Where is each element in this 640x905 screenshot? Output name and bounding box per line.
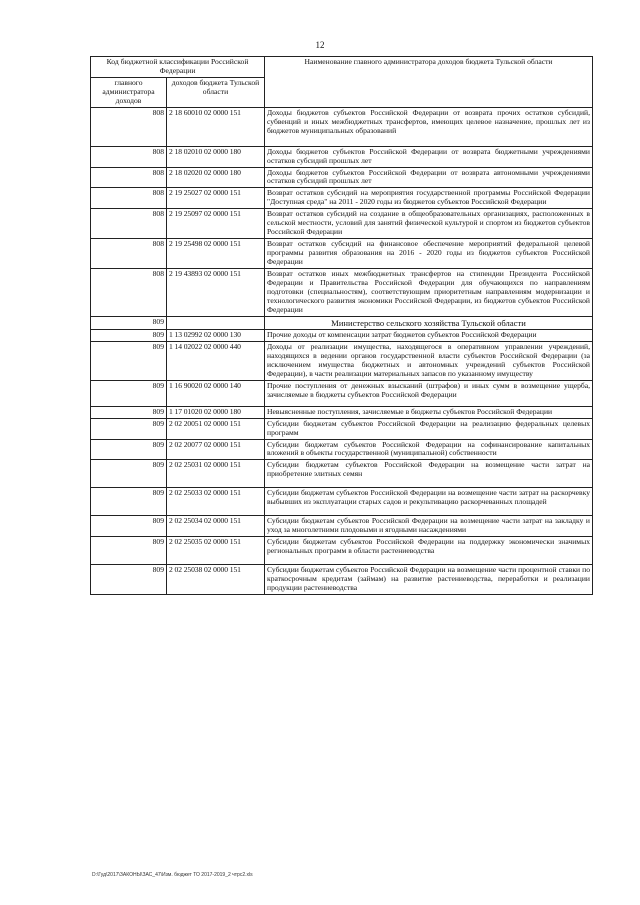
table-row	[91, 167, 593, 188]
admin-code-cell: 809	[91, 418, 167, 439]
income-code-cell	[167, 316, 265, 329]
table-row	[91, 239, 593, 269]
income-name-cell: Субсидии бюджетам субъектов Российской Федерации на софинансирование капитальных вложений в объекты государственной (муниципальной) собственности	[265, 439, 593, 460]
section-title-cell: Министерство сельского хозяйства Тульской области	[265, 316, 593, 329]
admin-code-cell: 809	[91, 537, 167, 565]
admin-code-cell: 809	[91, 460, 167, 488]
admin-code-cell: 808	[91, 188, 167, 209]
admin-code-cell: 809	[91, 329, 167, 341]
admin-code-cell: 808	[91, 146, 167, 167]
income-code-cell: 1 17 01020 02 0000 180	[167, 406, 265, 418]
admin-code-cell: 809	[91, 380, 167, 406]
income-name-cell: Возврат остатков субсидий на финансовое обеспечение мероприятий федеральной целевой программы развития образования на 2016 - 2020 годы из бюджетов субъектов Российской Федерации	[265, 239, 593, 269]
income-code-cell: 2 02 20051 02 0000 151	[167, 418, 265, 439]
table-row	[91, 269, 593, 317]
income-name-cell: Субсидии бюджетам субъектов Российской Федерации на возмещение части затрат на приобретение элитных семян	[265, 460, 593, 488]
income-name-cell: Возврат остатков субсидий на создание в общеобразовательных организациях, расположенных в сельской местности, условий для занятий физической культурой и спортом из бюджетов субъектов Российской Федерации	[265, 209, 593, 239]
table-body	[91, 107, 593, 594]
table-row	[91, 188, 593, 209]
income-name-cell: Прочие доходы от компенсации затрат бюджетов субъектов Российской Федерации	[265, 329, 593, 341]
table-row	[91, 341, 593, 380]
admin-code-cell: 809	[91, 565, 167, 595]
income-name-cell: Субсидии бюджетам субъектов Российской Федерации на возмещение части процентной ставки по краткосрочным кредитам (займам) на развитие растениеводства, переработки и реализации продукции растениеводства	[265, 565, 593, 595]
income-code-cell: 2 02 25031 02 0000 151	[167, 460, 265, 488]
table-row	[91, 537, 593, 565]
table-row	[91, 406, 593, 418]
table-row	[91, 146, 593, 167]
income-code-cell: 2 02 20077 02 0000 151	[167, 439, 265, 460]
section-row	[91, 316, 593, 329]
income-name-cell: Субсидии бюджетам субъектов Российской Федерации на возмещение части затрат на закладку и уход за многолетними плодовыми и ягодными насаждениями	[265, 516, 593, 537]
admin-code-cell: 808	[91, 269, 167, 317]
income-column-header: доходов бюджета Тульской области	[167, 77, 265, 107]
income-code-cell: 2 18 60010 02 0000 151	[167, 107, 265, 146]
admin-code-cell: 809	[91, 488, 167, 516]
income-code-cell: 2 19 25027 02 0000 151	[167, 188, 265, 209]
admin-column-header: главного администратора доходов	[91, 77, 167, 107]
table-row	[91, 488, 593, 516]
table-row	[91, 418, 593, 439]
income-name-cell: Доходы бюджетов субъектов Российской Федерации от возврата автономными учреждениями остатков субсидий прошлых лет	[265, 167, 593, 188]
table-row	[91, 565, 593, 595]
income-code-cell: 2 02 25038 02 0000 151	[167, 565, 265, 595]
income-code-cell: 2 18 02020 02 0000 180	[167, 167, 265, 188]
table-row	[91, 380, 593, 406]
admin-code-cell: 809	[91, 406, 167, 418]
income-name-cell: Возврат остатков субсидий на мероприятия государственной программы Российской Федерации "Доступная среда" на 2011 - 2020 годы из бюджетов субъектов Российской Федерации	[265, 188, 593, 209]
income-code-cell: 2 19 43893 02 0000 151	[167, 269, 265, 317]
page-number: 12	[315, 40, 325, 50]
budget-classification-table	[90, 56, 593, 595]
admin-code-cell: 808	[91, 107, 167, 146]
table-row	[91, 460, 593, 488]
kbk-header: Код бюджетной классификации Российской Федерации	[91, 57, 265, 78]
income-name-cell: Возврат остатков иных межбюджетных трансфертов на стипендии Президента Российской Федерации и Правительства Российской Федерации для обучающихся по направлениям подготовки (специальностям), соответствующим приоритетным направлениям модернизации и технологического развития экономики Российской Федерации, из бюджетов субъектов Российской Федерации	[265, 269, 593, 317]
table-row	[91, 209, 593, 239]
income-name-cell: Невыясненные поступления, зачисляемые в бюджеты субъектов Российской Федерации	[265, 406, 593, 418]
income-name-cell: Субсидии бюджетам субъектов Российской Федерации на реализацию федеральных целевых программ	[265, 418, 593, 439]
income-name-cell: Доходы бюджетов субъектов Российской Федерации от возврата бюджетными учреждениями остатков субсидий прошлых лет	[265, 146, 593, 167]
header-row-1	[91, 57, 593, 78]
income-name-cell: Доходы от реализации имущества, находящегося в оперативном управлении учреждений, находящихся в ведении органов государственной власти субъектов Российской Федерации (за исключением имущества бюджетных и автономных учреждений субъектов Российской Федерации), в части реализации материальных запасов по указанному имуществу	[265, 341, 593, 380]
income-code-cell: 1 13 02992 02 0000 130	[167, 329, 265, 341]
admin-code-cell: 809	[91, 316, 167, 329]
income-code-cell: 2 18 02010 02 0000 180	[167, 146, 265, 167]
income-code-cell: 2 19 25097 02 0000 151	[167, 209, 265, 239]
income-code-cell: 1 14 02022 02 0000 440	[167, 341, 265, 380]
file-path-footer: D:\Гуд\2017\ЗАКОНЫ\ЗАС_47\Изм. бюджет ТО 2017-2019_2 чтрс2.xls	[92, 872, 253, 878]
income-name-cell: Субсидии бюджетам субъектов Российской Федерации на поддержку экономически значимых региональных программ в области растениеводства	[265, 537, 593, 565]
admin-code-cell: 808	[91, 209, 167, 239]
income-name-cell: Прочие поступления от денежных взысканий (штрафов) и иных сумм в возмещение ущерба, зачисляемые в бюджеты субъектов Российской Федерации	[265, 380, 593, 406]
admin-code-cell: 809	[91, 341, 167, 380]
income-code-cell: 2 19 25498 02 0000 151	[167, 239, 265, 269]
admin-code-cell: 808	[91, 239, 167, 269]
income-name-cell: Субсидии бюджетам субъектов Российской Федерации на возмещение части затрат на раскорчевку выбывших из эксплуатации старых садов и рекультивацию раскорчеванных площадей	[265, 488, 593, 516]
admin-code-cell: 809	[91, 516, 167, 537]
table-row	[91, 329, 593, 341]
income-code-cell: 1 16 90020 02 0000 140	[167, 380, 265, 406]
admin-code-cell: 809	[91, 439, 167, 460]
income-code-cell: 2 02 25035 02 0000 151	[167, 537, 265, 565]
table-row	[91, 107, 593, 146]
admin-code-cell: 808	[91, 167, 167, 188]
income-name-cell: Доходы бюджетов субъектов Российской Федерации от возврата прочих остатков субсидий, субвенций и иных межбюджетных трансфертов, имеющих целевое назначение, прошлых лет из бюджетов муниципальных образований	[265, 107, 593, 146]
table-row	[91, 439, 593, 460]
name-column-header: Наименование главного администратора доходов бюджета Тульской области	[265, 57, 593, 108]
income-code-cell: 2 02 25033 02 0000 151	[167, 488, 265, 516]
table-row	[91, 516, 593, 537]
income-code-cell: 2 02 25034 02 0000 151	[167, 516, 265, 537]
